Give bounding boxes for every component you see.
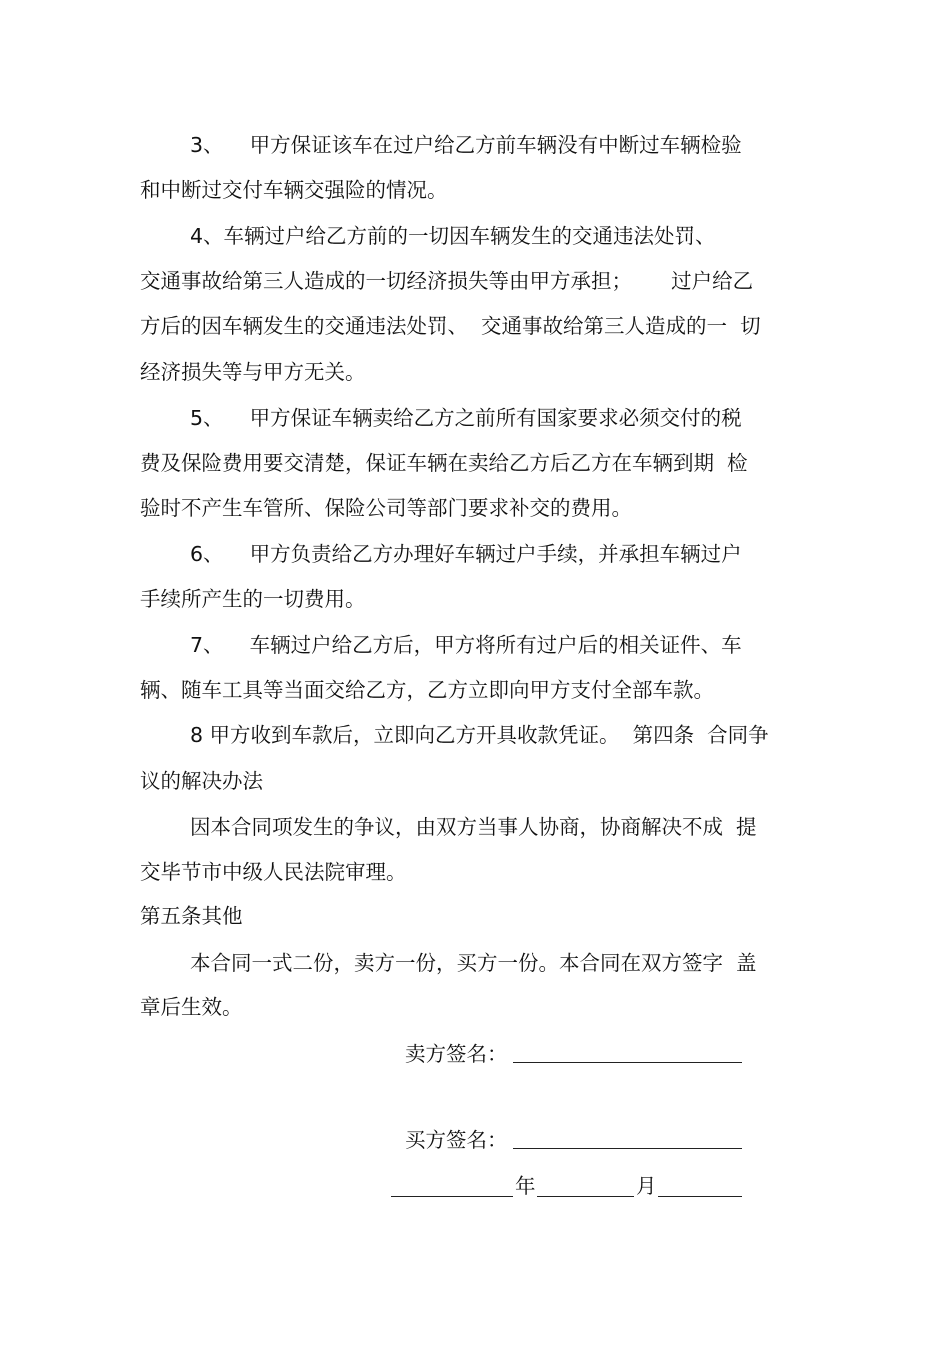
clause-4-line-1: 4、车辆过户给乙方前的一切因车辆发生的交通违法处罚、	[190, 224, 716, 248]
copies-line-1: 本合同一式二份，卖方一份，买方一份。本合同在双方签字 盖	[190, 951, 757, 975]
clause-8-line-2: 议的解决办法	[140, 769, 263, 793]
clause-3-line-2: 和中断过交付车辆交强险的情况。	[140, 178, 448, 202]
clause-5-line-1: 5、 甲方保证车辆卖给乙方之前所有国家要求必须交付的税	[190, 406, 742, 430]
article-5-title: 第五条其他	[140, 904, 243, 928]
dispute-line-2: 交毕节市中级人民法院审理。	[140, 860, 407, 884]
dispute-line-1: 因本合同项发生的争议，由双方当事人协商，协商解决不成 提	[190, 815, 757, 839]
seller-signature-label: 卖方签名：	[405, 1042, 508, 1066]
clause-8-line-1: 8 甲方收到车款后，立即向乙方开具收款凭证。 第四条 合同争	[190, 723, 769, 747]
buyer-signature-line[interactable]	[513, 1148, 742, 1149]
year-label: 年	[515, 1174, 536, 1198]
clause-4-line-4: 经济损失等与甲方无关。	[140, 360, 366, 384]
clause-7-line-1: 7、 车辆过户给乙方后，甲方将所有过户后的相关证件、车	[190, 633, 742, 657]
day-blank-line[interactable]	[658, 1196, 742, 1197]
clause-6-line-2: 手续所产生的一切费用。	[140, 587, 366, 611]
clause-4-line-3: 方后的因车辆发生的交通违法处罚、 交通事故给第三人造成的一 切	[140, 314, 761, 338]
month-blank-line[interactable]	[537, 1196, 634, 1197]
year-blank-line[interactable]	[391, 1196, 513, 1197]
month-label: 月	[636, 1174, 657, 1198]
clause-6-line-1: 6、 甲方负责给乙方办理好车辆过户手续，并承担车辆过户	[190, 542, 742, 566]
clause-5-line-3: 验时不产生车管所、保险公司等部门要求补交的费用。	[140, 496, 632, 520]
clause-5-line-2: 费及保险费用要交清楚，保证车辆在卖给乙方后乙方在车辆到期 检	[140, 451, 748, 475]
clause-7-line-2: 辆、随车工具等当面交给乙方，乙方立即向甲方支付全部车款。	[140, 678, 714, 702]
copies-line-2: 章后生效。	[140, 995, 243, 1019]
buyer-signature-label: 买方签名：	[405, 1128, 508, 1152]
clause-4-line-2: 交通事故给第三人造成的一切经济损失等由甲方承担； 过户给乙	[140, 269, 754, 293]
seller-signature-line[interactable]	[513, 1062, 742, 1063]
clause-3-line-1: 3、 甲方保证该车在过户给乙方前车辆没有中断过车辆检验	[190, 133, 742, 157]
